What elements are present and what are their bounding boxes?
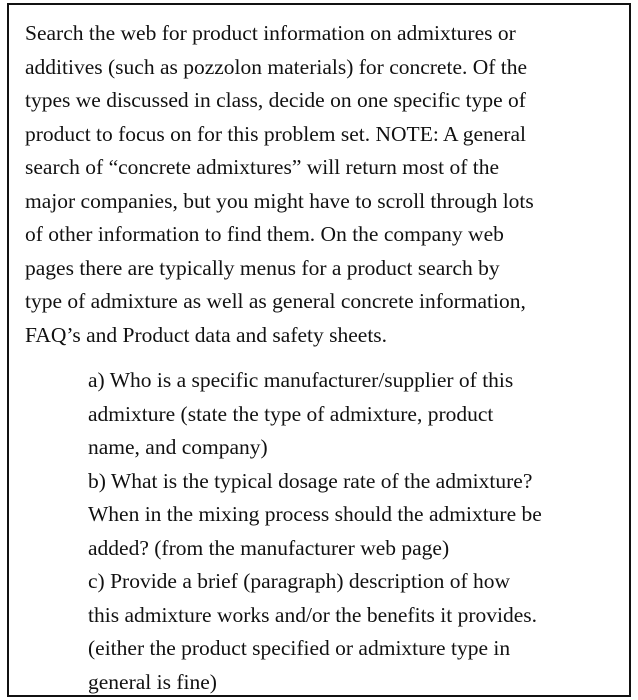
intro-line: Search the web for product information on admixtures or (25, 21, 516, 45)
question-line: name, and company) (88, 435, 268, 459)
question-b (88, 465, 618, 566)
question-line: When in the mixing process should the admixture be (88, 502, 542, 526)
intro-paragraph (25, 17, 617, 352)
intro-line: types we discussed in class, decide on one specific type of (25, 88, 526, 112)
question-a (88, 364, 618, 465)
intro-line: pages there are typically menus for a product search by (25, 255, 500, 280)
intro-line: additives (such as pozzolon materials) for concrete. Of the (25, 54, 528, 79)
intro-line: product to focus on for this problem set. NOTE: A general (25, 121, 526, 146)
problem-frame (7, 3, 631, 697)
question-list (88, 364, 618, 699)
question-line: c) Provide a brief (paragraph) description of how (88, 569, 511, 593)
intro-line: of other information to find them. On the company web (25, 222, 504, 246)
intro-line: major companies, but you might have to scroll through lots (25, 188, 534, 213)
question-line: general is fine) (88, 669, 217, 694)
question-line: (either the product specified or admixture type in (88, 636, 511, 660)
intro-line: type of admixture as well as general concrete information, (25, 289, 526, 313)
question-line: a) Who is a specific manufacturer/supplier of this (88, 368, 514, 392)
question-line: this admixture works and/or the benefits it provides. (88, 602, 538, 627)
question-line: added? (from the manufacturer web page) (88, 535, 450, 560)
question-line: admixture (state the type of admixture, product (88, 401, 494, 426)
intro-line: FAQ’s and Product data and safety sheets. (25, 322, 388, 347)
question-c (88, 565, 618, 699)
question-line: b) What is the typical dosage rate of the admixture? (88, 468, 533, 493)
intro-line: search of “concrete admixtures” will return most of the (25, 155, 500, 179)
